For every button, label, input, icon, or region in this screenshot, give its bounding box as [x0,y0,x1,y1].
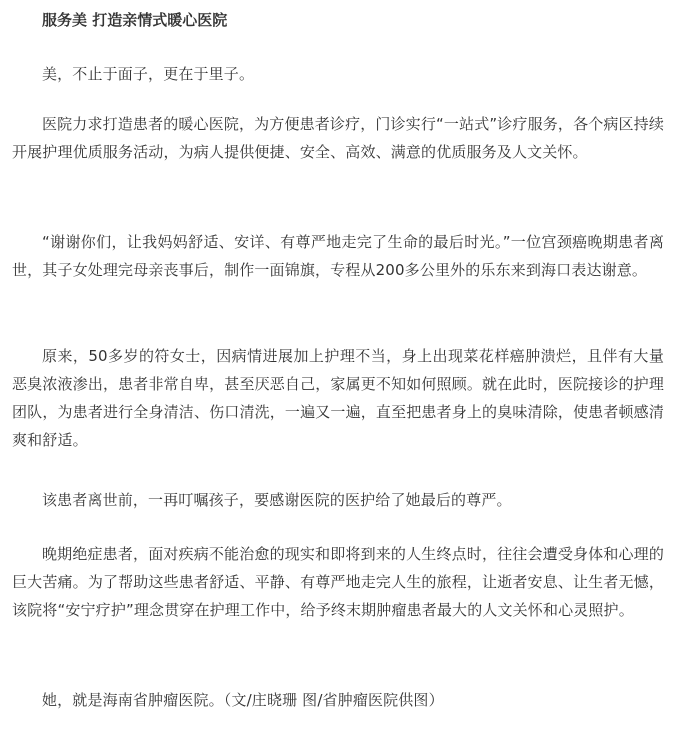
paragraph: 该患者离世前，一再叮嘱孩子，要感谢医院的医护给了她最后的尊严。 [42,491,512,509]
paragraph: 原来，50多岁的符女士，因病情进展加上护理不当，身上出现菜花样癌肿溃烂，且伴有大量恶臭浓液渗出，患者非常自卑，甚至厌恶自己，家属更不知如何照顾。就在此时，医院接诊的护理团队，为患者进行全身清洁、伤口清洗，一遍又一遍，直至把患者身上的臭味清除，使患者顿感清爽和舒适。 [12,347,664,449]
paragraph: 晚期绝症患者，面对疾病不能治愈的现实和即将到来的人生终点时，往往会遭受身体和心理的巨大苦痛。为了帮助这些患者舒适、平静、有尊严地走完人生的旅程，让逝者安息、让生者无憾，该院将“安宁疗护”理念贯穿在护理工作中，给予终末期肿瘤患者最大的人文关怀和心灵照护。 [12,545,664,619]
paragraph: 美，不止于面子，更在于里子。 [42,65,255,83]
paragraph-byline: 她，就是海南省肿瘤医院。（文/庄晓珊 图/省肿瘤医院供图） [42,691,444,709]
paragraph: 医院力求打造患者的暖心医院，为方便患者诊疗，门诊实行“一站式”诊疗服务，各个病区持续开展护理优质服务活动，为病人提供便捷、安全、高效、满意的优质服务及人文关怀。 [12,115,664,161]
section-heading: 服务美 打造亲情式暖心医院 [42,11,228,29]
paragraph: “谢谢你们，让我妈妈舒适、安详、有尊严地走完了生命的最后时光。”一位宫颈癌晚期患者离世，其子女处理完母亲丧事后，制作一面锦旗，专程从200多公里外的乐东来到海口表达谢意。 [12,233,664,279]
